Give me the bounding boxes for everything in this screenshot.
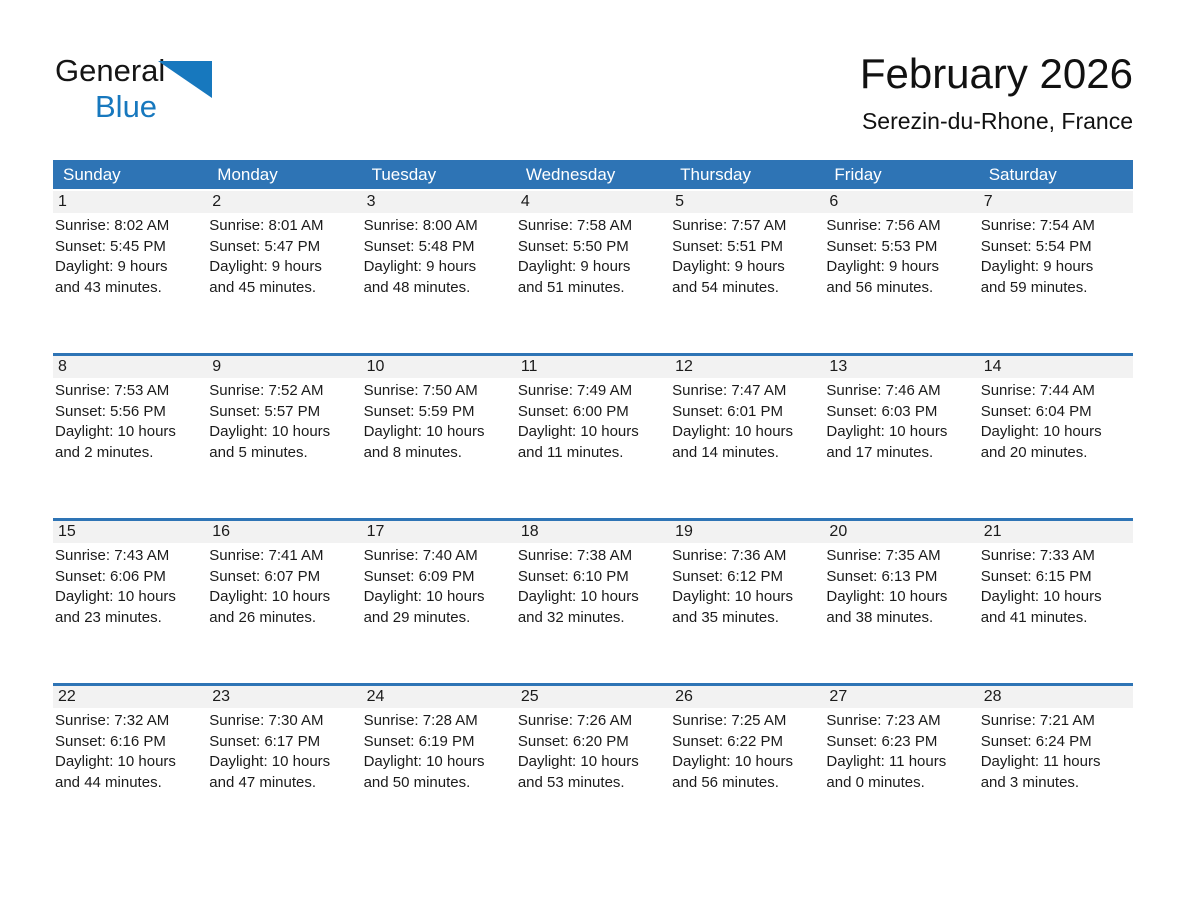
sunrise-line: Sunrise: 7:52 AM xyxy=(209,382,324,399)
daylight-line-1: Daylight: 9 hours xyxy=(363,258,477,275)
day-info xyxy=(362,543,516,628)
weekday-header-saturday: Saturday xyxy=(988,165,1057,184)
day-cell xyxy=(516,191,670,353)
day-cell xyxy=(207,356,361,518)
daylight-line-1: Daylight: 11 hours xyxy=(980,753,1101,770)
week-row-1 xyxy=(53,191,1133,353)
day-number: 2 xyxy=(207,191,361,213)
daylight-line-2: and 47 minutes. xyxy=(209,773,317,791)
calendar-table xyxy=(53,160,1133,848)
day-number: 9 xyxy=(207,356,361,378)
sunrise-line: Sunrise: 7:30 AM xyxy=(209,712,324,729)
sunrise-line: Sunrise: 7:21 AM xyxy=(980,712,1095,729)
day-cell xyxy=(670,686,824,848)
daylight-line-1: Daylight: 9 hours xyxy=(209,258,322,275)
day-number: 24 xyxy=(362,686,516,708)
daylight-line-2: and 41 minutes. xyxy=(980,608,1088,626)
day-cell xyxy=(824,686,978,848)
daylight-line-1: Daylight: 10 hours xyxy=(826,423,948,440)
sunset-line: Sunset: 5:48 PM xyxy=(363,237,475,255)
sunrise-line: Sunrise: 7:53 AM xyxy=(55,382,170,399)
day-number: 20 xyxy=(824,521,978,543)
sunrise-line: Sunrise: 8:00 AM xyxy=(363,217,478,234)
daylight-line-2: and 45 minutes. xyxy=(209,278,317,296)
sunset-line: Sunset: 6:06 PM xyxy=(55,567,166,585)
day-info xyxy=(979,213,1133,298)
location-subtitle: Serezin-du-Rhone, France xyxy=(861,108,1133,134)
day-number: 8 xyxy=(53,356,207,378)
sunset-line: Sunset: 5:47 PM xyxy=(209,237,321,255)
sunset-line: Sunset: 5:56 PM xyxy=(55,402,166,420)
daylight-line-1: Daylight: 9 hours xyxy=(980,258,1094,275)
day-cell xyxy=(362,686,516,848)
sunset-line: Sunset: 6:12 PM xyxy=(672,567,784,585)
daylight-line-2: and 56 minutes. xyxy=(826,278,934,296)
weekday-header-thursday: Thursday xyxy=(680,165,752,184)
day-number: 16 xyxy=(207,521,361,543)
sunset-line: Sunset: 6:01 PM xyxy=(672,402,784,420)
title-block xyxy=(860,50,1133,135)
day-info xyxy=(53,708,207,793)
daylight-line-2: and 32 minutes. xyxy=(517,608,625,626)
day-cell xyxy=(362,191,516,353)
sunrise-line: Sunrise: 7:58 AM xyxy=(517,217,633,234)
day-number: 27 xyxy=(824,686,978,708)
daylight-line-1: Daylight: 10 hours xyxy=(363,423,485,440)
daylight-line-2: and 56 minutes. xyxy=(672,773,779,791)
day-info xyxy=(670,543,824,628)
sunset-line: Sunset: 5:51 PM xyxy=(672,237,784,255)
sunrise-line: Sunrise: 7:32 AM xyxy=(55,712,170,729)
weekday-header-row xyxy=(53,160,1133,189)
sunset-line: Sunset: 5:45 PM xyxy=(55,237,166,255)
day-cell xyxy=(824,356,978,518)
day-cell xyxy=(824,191,978,353)
day-cell xyxy=(979,191,1133,353)
daylight-line-1: Daylight: 10 hours xyxy=(55,423,176,440)
sunrise-line: Sunrise: 7:54 AM xyxy=(980,217,1095,234)
sunrise-line: Sunrise: 7:49 AM xyxy=(517,382,633,399)
sunset-line: Sunset: 6:10 PM xyxy=(517,567,629,585)
daylight-line-2: and 29 minutes. xyxy=(363,608,471,626)
sunset-line: Sunset: 5:54 PM xyxy=(980,237,1092,255)
day-number: 7 xyxy=(979,191,1133,213)
logo-text-general: General xyxy=(55,53,166,88)
sunset-line: Sunset: 6:09 PM xyxy=(363,567,475,585)
day-info xyxy=(670,213,824,298)
daylight-line-2: and 17 minutes. xyxy=(826,443,934,461)
sunrise-line: Sunrise: 7:47 AM xyxy=(672,382,787,399)
daylight-line-1: Daylight: 9 hours xyxy=(55,258,168,275)
day-info xyxy=(516,543,670,628)
day-info xyxy=(53,543,207,628)
daylight-line-1: Daylight: 10 hours xyxy=(672,753,794,770)
sunrise-line: Sunrise: 7:36 AM xyxy=(672,547,787,564)
sunset-line: Sunset: 6:04 PM xyxy=(980,402,1092,420)
week-row-4 xyxy=(53,683,1133,848)
sunrise-line: Sunrise: 7:33 AM xyxy=(980,547,1095,564)
day-info xyxy=(207,708,361,793)
daylight-line-1: Daylight: 10 hours xyxy=(826,588,948,605)
day-info xyxy=(979,378,1133,463)
sunrise-line: Sunrise: 7:40 AM xyxy=(363,547,478,564)
sunset-line: Sunset: 6:22 PM xyxy=(672,732,784,750)
week-row-2 xyxy=(53,353,1133,518)
daylight-line-2: and 44 minutes. xyxy=(55,773,162,791)
day-number: 3 xyxy=(362,191,516,213)
sunrise-line: Sunrise: 7:46 AM xyxy=(826,382,941,399)
sunset-line: Sunset: 6:17 PM xyxy=(209,732,321,750)
day-cell xyxy=(53,356,207,518)
daylight-line-2: and 0 minutes. xyxy=(826,773,925,791)
daylight-line-1: Daylight: 10 hours xyxy=(672,588,794,605)
day-info xyxy=(362,213,516,298)
daylight-line-2: and 5 minutes. xyxy=(209,443,308,461)
day-number: 5 xyxy=(670,191,824,213)
daylight-line-1: Daylight: 9 hours xyxy=(517,258,631,275)
daylight-line-2: and 8 minutes. xyxy=(363,443,462,461)
weekday-header-monday: Monday xyxy=(217,165,278,184)
day-info xyxy=(516,378,670,463)
day-info xyxy=(670,708,824,793)
daylight-line-2: and 11 minutes. xyxy=(517,443,624,461)
day-info xyxy=(207,378,361,463)
daylight-line-1: Daylight: 9 hours xyxy=(672,258,785,275)
day-info xyxy=(53,213,207,298)
day-cell xyxy=(207,191,361,353)
day-info xyxy=(53,378,207,463)
day-number: 15 xyxy=(53,521,207,543)
day-info xyxy=(207,213,361,298)
day-number: 11 xyxy=(516,356,670,378)
sunrise-line: Sunrise: 7:38 AM xyxy=(517,547,633,564)
day-info xyxy=(824,708,978,793)
daylight-line-1: Daylight: 10 hours xyxy=(209,753,331,770)
day-number: 21 xyxy=(979,521,1133,543)
daylight-line-1: Daylight: 10 hours xyxy=(517,423,639,440)
daylight-line-1: Daylight: 9 hours xyxy=(826,258,939,275)
day-info xyxy=(979,708,1133,793)
daylight-line-2: and 48 minutes. xyxy=(363,278,471,296)
day-info xyxy=(824,543,978,628)
day-info xyxy=(824,213,978,298)
sunrise-line: Sunrise: 7:57 AM xyxy=(672,217,787,234)
day-number: 6 xyxy=(824,191,978,213)
day-cell xyxy=(979,686,1133,848)
page-title: February 2026 xyxy=(859,50,1133,97)
sunrise-line: Sunrise: 7:35 AM xyxy=(826,547,941,564)
daylight-line-1: Daylight: 10 hours xyxy=(517,753,639,770)
daylight-line-2: and 59 minutes. xyxy=(980,278,1088,296)
day-cell xyxy=(516,686,670,848)
day-number: 22 xyxy=(53,686,207,708)
weekday-header-sunday: Sunday xyxy=(63,165,121,184)
daylight-line-1: Daylight: 10 hours xyxy=(55,753,176,770)
weekday-header-wednesday: Wednesday xyxy=(525,165,616,184)
day-cell xyxy=(53,686,207,848)
sunrise-line: Sunrise: 7:25 AM xyxy=(672,712,787,729)
daylight-line-1: Daylight: 10 hours xyxy=(55,588,176,605)
daylight-line-2: and 38 minutes. xyxy=(826,608,934,626)
day-cell xyxy=(516,356,670,518)
sunset-line: Sunset: 5:53 PM xyxy=(826,237,938,255)
sunset-line: Sunset: 5:59 PM xyxy=(363,402,475,420)
day-info xyxy=(516,213,670,298)
daylight-line-1: Daylight: 11 hours xyxy=(826,753,947,770)
daylight-line-2: and 43 minutes. xyxy=(55,278,162,296)
sunrise-line: Sunrise: 7:28 AM xyxy=(363,712,478,729)
sunrise-line: Sunrise: 7:23 AM xyxy=(826,712,941,729)
day-cell xyxy=(670,356,824,518)
daylight-line-2: and 14 minutes. xyxy=(672,443,779,461)
day-info xyxy=(516,708,670,793)
calendar-weeks xyxy=(53,191,1133,848)
day-cell xyxy=(824,521,978,683)
daylight-line-1: Daylight: 10 hours xyxy=(363,588,485,605)
sunrise-line: Sunrise: 7:43 AM xyxy=(55,547,170,564)
sunrise-line: Sunrise: 8:01 AM xyxy=(209,217,324,234)
daylight-line-2: and 51 minutes. xyxy=(517,278,625,296)
day-number: 12 xyxy=(670,356,824,378)
daylight-line-1: Daylight: 10 hours xyxy=(363,753,485,770)
day-cell xyxy=(207,686,361,848)
day-info xyxy=(362,378,516,463)
sunset-line: Sunset: 5:57 PM xyxy=(209,402,321,420)
day-number: 14 xyxy=(979,356,1133,378)
daylight-line-2: and 53 minutes. xyxy=(517,773,625,791)
sunrise-line: Sunrise: 7:44 AM xyxy=(980,382,1095,399)
sunset-line: Sunset: 6:15 PM xyxy=(980,567,1092,585)
sunset-line: Sunset: 6:24 PM xyxy=(980,732,1092,750)
daylight-line-2: and 23 minutes. xyxy=(55,608,162,626)
sunrise-line: Sunrise: 7:26 AM xyxy=(517,712,633,729)
daylight-line-2: and 54 minutes. xyxy=(672,278,779,296)
sunset-line: Sunset: 6:20 PM xyxy=(517,732,629,750)
sunset-line: Sunset: 6:03 PM xyxy=(826,402,938,420)
day-number: 4 xyxy=(516,191,670,213)
day-cell xyxy=(516,521,670,683)
daylight-line-1: Daylight: 10 hours xyxy=(672,423,794,440)
week-row-3 xyxy=(53,518,1133,683)
day-info xyxy=(824,378,978,463)
day-number: 17 xyxy=(362,521,516,543)
day-cell xyxy=(979,356,1133,518)
daylight-line-2: and 20 minutes. xyxy=(980,443,1088,461)
daylight-line-1: Daylight: 10 hours xyxy=(209,588,331,605)
sunset-line: Sunset: 6:07 PM xyxy=(209,567,321,585)
sunset-line: Sunset: 6:16 PM xyxy=(55,732,166,750)
day-number: 23 xyxy=(207,686,361,708)
day-number: 28 xyxy=(979,686,1133,708)
daylight-line-1: Daylight: 10 hours xyxy=(517,588,639,605)
weekday-header-tuesday: Tuesday xyxy=(371,165,437,184)
sunset-line: Sunset: 5:50 PM xyxy=(517,237,629,255)
day-info xyxy=(362,708,516,793)
sunrise-line: Sunrise: 7:41 AM xyxy=(209,547,324,564)
daylight-line-2: and 2 minutes. xyxy=(55,443,154,461)
day-number: 25 xyxy=(516,686,670,708)
daylight-line-2: and 50 minutes. xyxy=(363,773,471,791)
day-cell xyxy=(670,521,824,683)
day-number: 1 xyxy=(53,191,207,213)
sunrise-line: Sunrise: 7:50 AM xyxy=(363,382,478,399)
day-cell xyxy=(53,191,207,353)
day-cell xyxy=(53,521,207,683)
day-cell xyxy=(670,191,824,353)
day-info xyxy=(670,378,824,463)
day-number: 19 xyxy=(670,521,824,543)
day-info xyxy=(979,543,1133,628)
weekday-header-friday: Friday xyxy=(834,165,882,184)
daylight-line-2: and 35 minutes. xyxy=(672,608,779,626)
daylight-line-1: Daylight: 10 hours xyxy=(209,423,331,440)
daylight-line-2: and 3 minutes. xyxy=(980,773,1080,791)
day-number: 10 xyxy=(362,356,516,378)
sunrise-line: Sunrise: 7:56 AM xyxy=(826,217,941,234)
day-cell xyxy=(362,521,516,683)
daylight-line-1: Daylight: 10 hours xyxy=(980,423,1102,440)
day-cell xyxy=(207,521,361,683)
day-number: 18 xyxy=(516,521,670,543)
sunset-line: Sunset: 6:00 PM xyxy=(517,402,629,420)
sunset-line: Sunset: 6:13 PM xyxy=(826,567,938,585)
day-info xyxy=(207,543,361,628)
sunrise-line: Sunrise: 8:02 AM xyxy=(55,217,170,234)
day-cell xyxy=(362,356,516,518)
daylight-line-1: Daylight: 10 hours xyxy=(980,588,1102,605)
sunset-line: Sunset: 6:23 PM xyxy=(826,732,938,750)
day-number: 13 xyxy=(824,356,978,378)
sunset-line: Sunset: 6:19 PM xyxy=(363,732,475,750)
general-blue-logo xyxy=(55,55,285,122)
logo-text-blue: Blue xyxy=(95,89,158,124)
daylight-line-2: and 26 minutes. xyxy=(209,608,317,626)
day-cell xyxy=(979,521,1133,683)
day-number: 26 xyxy=(670,686,824,708)
